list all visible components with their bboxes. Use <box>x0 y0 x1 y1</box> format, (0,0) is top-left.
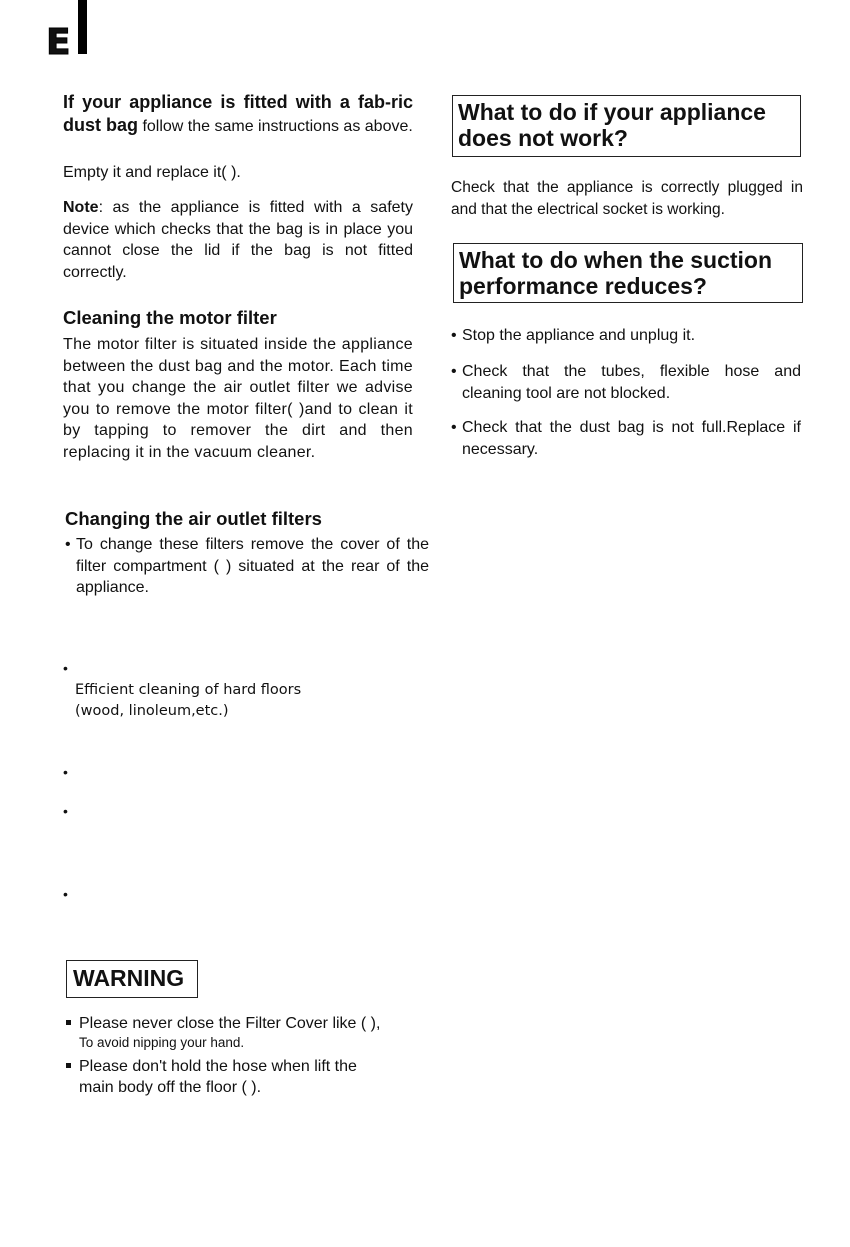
motor-filter-text: The motor filter is situated inside the appliance between the dust bag and the motor. Each time that you change the air outlet filter we advise you to remove the motor filter( )and to clean it by tapping to remover the dirt and then replacing it in the vacuum cleaner. <box>63 336 413 461</box>
bullet-dot: • <box>451 327 457 344</box>
bullet-dot: • <box>451 363 457 380</box>
note-label: Note <box>63 199 99 216</box>
warning-item-2 <box>66 1056 446 1098</box>
fabric-bag-paragraph <box>63 92 413 137</box>
motor-filter-heading: Cleaning the motor filter <box>63 307 277 328</box>
suction-heading: What to do when the suction performance reduces? <box>453 243 803 303</box>
header-bar <box>78 0 87 54</box>
bullet-dot: • <box>451 419 457 436</box>
bullet-dot: • <box>63 660 68 676</box>
warning-2-line-1: Please don't hold the hose when lift the <box>79 1058 357 1075</box>
not-working-heading: What to do if your appliance does not work? <box>452 95 801 157</box>
warning-title: WARNING <box>66 960 198 998</box>
suction-bullet-2-text: Check that the tubes, flexible hose and cleaning tool are not blocked. <box>462 363 801 402</box>
floor-cleaning-line-1: Efficient cleaning of hard floors <box>75 682 302 698</box>
warning-1-main: Please never close the Filter Cover like ( ), <box>79 1015 381 1032</box>
suction-bullet-1-text: Stop the appliance and unplug it. <box>462 327 696 344</box>
suction-bullet-1 <box>451 325 801 347</box>
empty-bag-line: Empty it and replace it( ). <box>63 164 241 181</box>
bullet-dot: • <box>63 803 68 819</box>
note-text: : as the appliance is fitted with a safety device which checks that the bag is in place you cannot close the lid if the bag is not fitted correctly. <box>63 199 413 281</box>
air-filter-bullet-text: To change these filters remove the cover of the filter compartment ( ) situated at the rear of the appliance. <box>76 536 429 596</box>
fabric-bag-rest: follow the same instructions as above. <box>138 117 413 135</box>
square-bullet-icon <box>66 1063 71 1068</box>
bullet-dot: • <box>63 886 68 902</box>
square-bullet-icon <box>66 1020 71 1025</box>
bullet-dot: • <box>65 536 71 553</box>
fabric-bag-lead: If your appliance is fitted with a fab-ric dust bag <box>63 92 413 135</box>
bullet-dot: • <box>63 764 68 780</box>
air-filter-heading: Changing the air outlet filters <box>65 508 322 529</box>
warning-2-line-2: main body off the floor ( ). <box>79 1079 262 1096</box>
floor-cleaning-line-2: (wood, linoleum,etc.) <box>75 703 229 719</box>
air-filter-bullet <box>65 534 429 599</box>
warning-item-1 <box>66 1013 446 1051</box>
note-paragraph <box>63 197 413 283</box>
suction-bullet-3 <box>451 417 801 460</box>
language-letter: E <box>46 22 71 63</box>
not-working-text: Check that the appliance is correctly plugged in and that the electrical socket is working. <box>451 179 803 218</box>
suction-bullet-2 <box>451 361 801 404</box>
suction-bullet-3-text: Check that the dust bag is not full.Replace if necessary. <box>462 419 801 458</box>
warning-1-sub: To avoid nipping your hand. <box>79 1035 245 1050</box>
